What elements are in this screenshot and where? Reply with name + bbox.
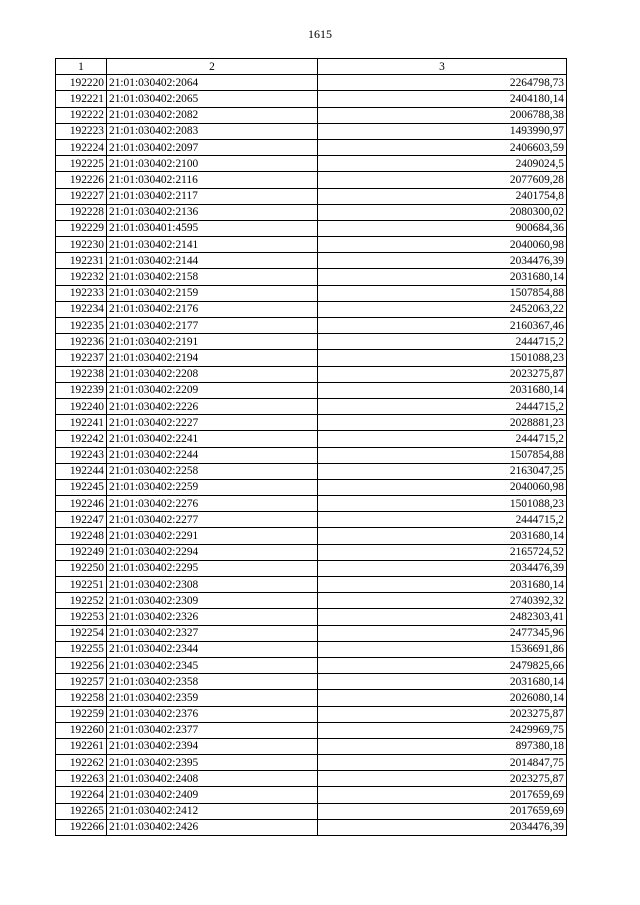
table-row [56, 301, 567, 317]
table-header-row [56, 59, 567, 75]
cadastral-number: 21:01:030402:2326 [107, 609, 318, 625]
row-number: 192259 [56, 706, 107, 722]
cadastral-number: 21:01:030402:2412 [107, 803, 318, 819]
table-row [56, 625, 567, 641]
table-row [56, 204, 567, 220]
cadastral-number: 21:01:030402:2345 [107, 657, 318, 673]
cadastral-number: 21:01:030402:2309 [107, 593, 318, 609]
table-row [56, 674, 567, 690]
table-row [56, 593, 567, 609]
row-number: 192253 [56, 609, 107, 625]
cadastral-value: 897380,18 [318, 738, 567, 754]
table-row [56, 382, 567, 398]
cadastral-number: 21:01:030402:2194 [107, 350, 318, 366]
cadastral-number: 21:01:030402:2258 [107, 463, 318, 479]
cadastral-value: 2040060,98 [318, 237, 567, 253]
cadastral-number: 21:01:030402:2117 [107, 188, 318, 204]
table-row [56, 463, 567, 479]
row-number: 192261 [56, 738, 107, 754]
table-row [56, 139, 567, 155]
cadastral-number: 21:01:030402:2327 [107, 625, 318, 641]
cadastral-number: 21:01:030402:2308 [107, 577, 318, 593]
cadastral-value: 1536691,86 [318, 641, 567, 657]
cadastral-number: 21:01:030402:2377 [107, 722, 318, 738]
cadastral-number: 21:01:030402:2116 [107, 172, 318, 188]
cadastral-number: 21:01:030402:2295 [107, 560, 318, 576]
table-row [56, 771, 567, 787]
column-header-1: 1 [56, 59, 107, 75]
cadastral-value: 2034476,39 [318, 560, 567, 576]
cadastral-value: 2031680,14 [318, 382, 567, 398]
cadastral-value: 2026080,14 [318, 690, 567, 706]
cadastral-value: 2406603,59 [318, 139, 567, 155]
cadastral-number: 21:01:030402:2065 [107, 91, 318, 107]
cadastral-number: 21:01:030402:2144 [107, 253, 318, 269]
cadastral-value: 2163047,25 [318, 463, 567, 479]
row-number: 192264 [56, 787, 107, 803]
row-number: 192234 [56, 301, 107, 317]
table-row [56, 253, 567, 269]
row-number: 192246 [56, 496, 107, 512]
cadastral-value: 2429969,75 [318, 722, 567, 738]
table-row [56, 237, 567, 253]
row-number: 192257 [56, 674, 107, 690]
cadastral-value: 2444715,2 [318, 512, 567, 528]
cadastral-value: 2404180,14 [318, 91, 567, 107]
page-number: 1615 [308, 27, 332, 41]
row-number: 192240 [56, 398, 107, 414]
table-row [56, 156, 567, 172]
row-number: 192227 [56, 188, 107, 204]
cadastral-value: 2031680,14 [318, 269, 567, 285]
table-row [56, 285, 567, 301]
row-number: 192245 [56, 479, 107, 495]
row-number: 192258 [56, 690, 107, 706]
row-number: 192266 [56, 819, 107, 835]
table-row [56, 722, 567, 738]
cadastral-number: 21:01:030402:2291 [107, 528, 318, 544]
table-row [56, 415, 567, 431]
table-row [56, 269, 567, 285]
cadastral-number: 21:01:030402:2276 [107, 496, 318, 512]
table-row [56, 787, 567, 803]
cadastral-value: 2006788,38 [318, 107, 567, 123]
table-row [56, 318, 567, 334]
table-row [56, 577, 567, 593]
cadastral-number: 21:01:030402:2294 [107, 544, 318, 560]
cadastral-number: 21:01:030402:2395 [107, 755, 318, 771]
cadastral-value: 2023275,87 [318, 771, 567, 787]
row-number: 192248 [56, 528, 107, 544]
cadastral-number: 21:01:030402:2097 [107, 139, 318, 155]
row-number: 192224 [56, 139, 107, 155]
table-row [56, 560, 567, 576]
cadastral-number: 21:01:030402:2241 [107, 431, 318, 447]
cadastral-value: 1493990,97 [318, 123, 567, 139]
cadastral-number: 21:01:030402:2176 [107, 301, 318, 317]
cadastral-value: 2444715,2 [318, 398, 567, 414]
table-row [56, 334, 567, 350]
cadastral-number: 21:01:030402:2082 [107, 107, 318, 123]
row-number: 192244 [56, 463, 107, 479]
cadastral-value: 2023275,87 [318, 706, 567, 722]
cadastral-value: 2014847,75 [318, 755, 567, 771]
cadastral-value: 2409024,5 [318, 156, 567, 172]
cadastral-value: 1501088,23 [318, 350, 567, 366]
column-header-2: 2 [107, 59, 318, 75]
table-row [56, 819, 567, 835]
cadastral-value: 2034476,39 [318, 253, 567, 269]
cadastral-value: 2028881,23 [318, 415, 567, 431]
cadastral-value: 2017659,69 [318, 803, 567, 819]
cadastral-value: 2040060,98 [318, 479, 567, 495]
table-row [56, 220, 567, 236]
cadastral-value: 900684,36 [318, 220, 567, 236]
row-number: 192242 [56, 431, 107, 447]
cadastral-value: 2031680,14 [318, 528, 567, 544]
row-number: 192228 [56, 204, 107, 220]
cadastral-value: 2077609,28 [318, 172, 567, 188]
row-number: 192260 [56, 722, 107, 738]
cadastral-number: 21:01:030402:2359 [107, 690, 318, 706]
cadastral-value: 2160367,46 [318, 318, 567, 334]
cadastral-number: 21:01:030402:2227 [107, 415, 318, 431]
table-row [56, 172, 567, 188]
cadastral-value: 2444715,2 [318, 431, 567, 447]
row-number: 192243 [56, 447, 107, 463]
cadastral-number: 21:01:030402:2141 [107, 237, 318, 253]
row-number: 192249 [56, 544, 107, 560]
table-row [56, 350, 567, 366]
table-row [56, 366, 567, 382]
table-row [56, 738, 567, 754]
row-number: 192241 [56, 415, 107, 431]
cadastral-number: 21:01:030401:4595 [107, 220, 318, 236]
row-number: 192265 [56, 803, 107, 819]
row-number: 192239 [56, 382, 107, 398]
cadastral-number: 21:01:030402:2177 [107, 318, 318, 334]
cadastral-value: 2477345,96 [318, 625, 567, 641]
row-number: 192256 [56, 657, 107, 673]
cadastral-value: 2482303,41 [318, 609, 567, 625]
row-number: 192255 [56, 641, 107, 657]
row-number: 192223 [56, 123, 107, 139]
cadastral-value: 2031680,14 [318, 577, 567, 593]
row-number: 192235 [56, 318, 107, 334]
row-number: 192254 [56, 625, 107, 641]
row-number: 192231 [56, 253, 107, 269]
cadastral-number: 21:01:030402:2159 [107, 285, 318, 301]
row-number: 192252 [56, 593, 107, 609]
table-row [56, 496, 567, 512]
row-number: 192251 [56, 577, 107, 593]
cadastral-value: 2479825,66 [318, 657, 567, 673]
cadastral-value-table [55, 58, 567, 836]
cadastral-value: 1507854,88 [318, 285, 567, 301]
table-row [56, 91, 567, 107]
cadastral-number: 21:01:030402:2376 [107, 706, 318, 722]
table-row [56, 107, 567, 123]
cadastral-number: 21:01:030402:2259 [107, 479, 318, 495]
row-number: 192226 [56, 172, 107, 188]
cadastral-number: 21:01:030402:2064 [107, 75, 318, 91]
cadastral-value: 1507854,88 [318, 447, 567, 463]
cadastral-number: 21:01:030402:2226 [107, 398, 318, 414]
table-row [56, 479, 567, 495]
cadastral-number: 21:01:030402:2083 [107, 123, 318, 139]
table-row [56, 75, 567, 91]
cadastral-number: 21:01:030402:2209 [107, 382, 318, 398]
cadastral-number: 21:01:030402:2358 [107, 674, 318, 690]
row-number: 192230 [56, 237, 107, 253]
row-number: 192220 [56, 75, 107, 91]
cadastral-value: 2017659,69 [318, 787, 567, 803]
row-number: 192229 [56, 220, 107, 236]
row-number: 192236 [56, 334, 107, 350]
table-row [56, 803, 567, 819]
cadastral-number: 21:01:030402:2344 [107, 641, 318, 657]
cadastral-number: 21:01:030402:2191 [107, 334, 318, 350]
column-header-3: 3 [318, 59, 567, 75]
table-row [56, 755, 567, 771]
row-number: 192233 [56, 285, 107, 301]
table-row [56, 123, 567, 139]
row-number: 192262 [56, 755, 107, 771]
cadastral-value: 2034476,39 [318, 819, 567, 835]
cadastral-number: 21:01:030402:2409 [107, 787, 318, 803]
cadastral-number: 21:01:030402:2136 [107, 204, 318, 220]
table-row [56, 641, 567, 657]
table-row [56, 528, 567, 544]
table-row [56, 706, 567, 722]
row-number: 192247 [56, 512, 107, 528]
cadastral-number: 21:01:030402:2244 [107, 447, 318, 463]
row-number: 192237 [56, 350, 107, 366]
cadastral-value: 2165724,52 [318, 544, 567, 560]
row-number: 192263 [56, 771, 107, 787]
row-number: 192225 [56, 156, 107, 172]
cadastral-value: 2264798,73 [318, 75, 567, 91]
cadastral-number: 21:01:030402:2100 [107, 156, 318, 172]
cadastral-value: 2031680,14 [318, 674, 567, 690]
cadastral-value: 2080300,02 [318, 204, 567, 220]
cadastral-value: 2740392,32 [318, 593, 567, 609]
cadastral-value: 1501088,23 [318, 496, 567, 512]
cadastral-value: 2401754,8 [318, 188, 567, 204]
table-row [56, 544, 567, 560]
table-body [56, 75, 567, 836]
table-row [56, 609, 567, 625]
cadastral-value: 2444715,2 [318, 334, 567, 350]
table-row [56, 398, 567, 414]
table-row [56, 690, 567, 706]
table-row [56, 447, 567, 463]
cadastral-value: 2452063,22 [318, 301, 567, 317]
cadastral-number: 21:01:030402:2426 [107, 819, 318, 835]
row-number: 192232 [56, 269, 107, 285]
row-number: 192250 [56, 560, 107, 576]
table-row [56, 431, 567, 447]
row-number: 192222 [56, 107, 107, 123]
cadastral-number: 21:01:030402:2208 [107, 366, 318, 382]
cadastral-number: 21:01:030402:2408 [107, 771, 318, 787]
cadastral-number: 21:01:030402:2158 [107, 269, 318, 285]
row-number: 192238 [56, 366, 107, 382]
cadastral-number: 21:01:030402:2394 [107, 738, 318, 754]
cadastral-number: 21:01:030402:2277 [107, 512, 318, 528]
row-number: 192221 [56, 91, 107, 107]
table-row [56, 657, 567, 673]
table-row [56, 512, 567, 528]
table-row [56, 188, 567, 204]
cadastral-value: 2023275,87 [318, 366, 567, 382]
